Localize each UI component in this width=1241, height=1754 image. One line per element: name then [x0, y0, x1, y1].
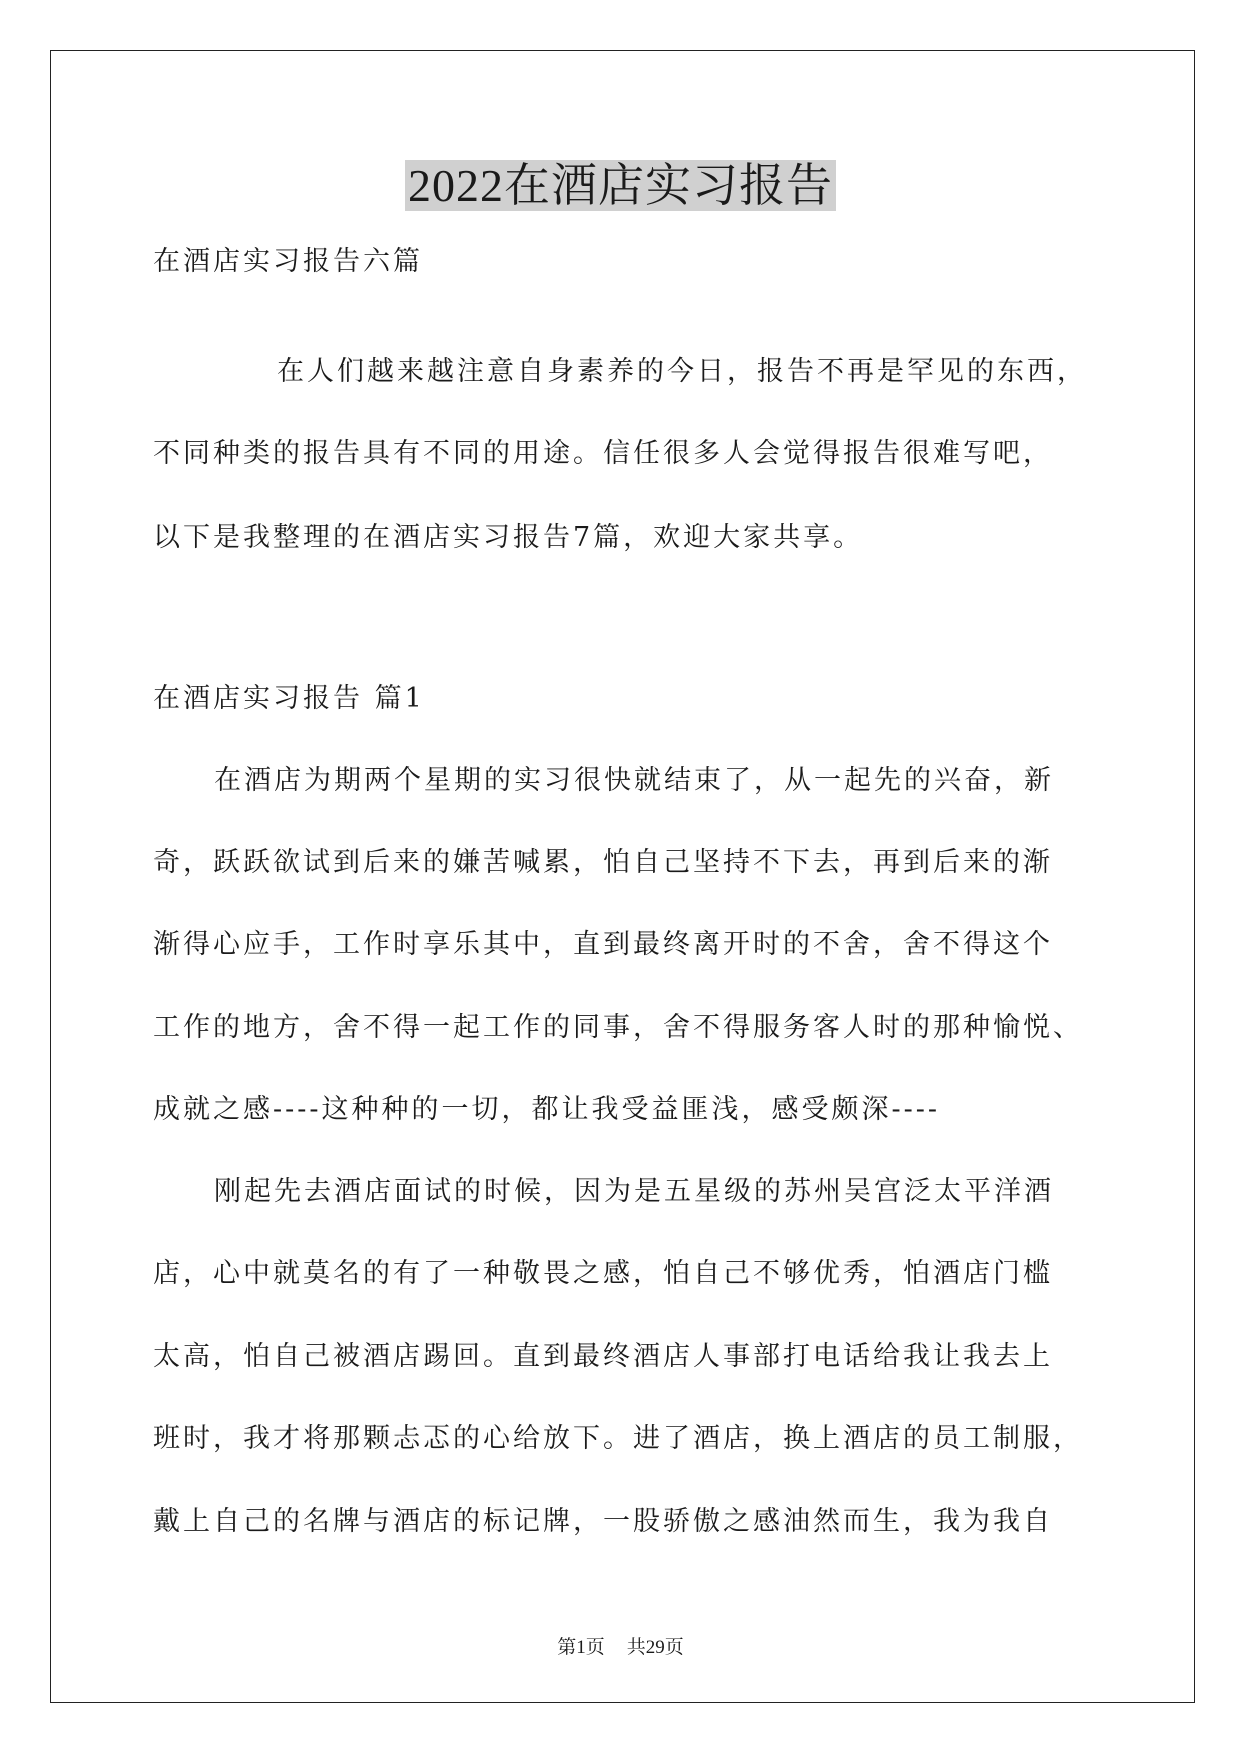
page-number: 第1页: [557, 1637, 605, 1658]
paragraph1-line-1: 在酒店为期两个星期的实习很快就结束了，从一起先的兴奋，新: [214, 765, 1054, 796]
paragraph2-line-3: 太高，怕自己被酒店踢回。直到最终酒店人事部打电话给我让我去上: [153, 1341, 1053, 1372]
page-total: 共29页: [626, 1637, 684, 1658]
section-heading: 在酒店实习报告 篇1: [153, 683, 425, 714]
paragraph2-line-2: 店，心中就莫名的有了一种敬畏之感，怕自己不够优秀，怕酒店门槛: [153, 1258, 1053, 1289]
paragraph2-line-4: 班时，我才将那颗忐忑的心给放下。进了酒店，换上酒店的员工制服，: [153, 1423, 1083, 1454]
paragraph1-line-5: 成就之感----这种种的一切，都让我受益匪浅，感受颇深----: [153, 1094, 940, 1125]
paragraph1-line-3: 渐得心应手，工作时享乐其中，直到最终离开时的不舍，舍不得这个: [153, 929, 1053, 960]
paragraph1-line-2: 奇，跃跃欲试到后来的嫌苦喊累，怕自己坚持不下去，再到后来的渐: [153, 847, 1053, 878]
document-title-text: 2022在酒店实习报告: [405, 160, 836, 211]
paragraph2-line-1: 刚起先去酒店面试的时候，因为是五星级的苏州吴宫泛太平洋酒: [214, 1176, 1054, 1207]
paragraph2-line-5: 戴上自己的名牌与酒店的标记牌，一股骄傲之感油然而生，我为我自: [153, 1506, 1053, 1537]
paragraph1-line-4: 工作的地方，舍不得一起工作的同事，舍不得服务客人时的那种愉悦、: [153, 1012, 1083, 1043]
document-title: [0, 158, 1241, 214]
page-footer: [0, 1636, 1241, 1660]
intro-line-3: 以下是我整理的在酒店实习报告7篇，欢迎大家共享。: [153, 522, 864, 553]
intro-line-1: 在人们越来越注意自身素养的今日，报告不再是罕见的东西，: [277, 356, 1087, 387]
subtitle: 在酒店实习报告六篇: [153, 246, 423, 277]
intro-line-2: 不同种类的报告具有不同的用途。信任很多人会觉得报告很难写吧，: [153, 438, 1053, 469]
